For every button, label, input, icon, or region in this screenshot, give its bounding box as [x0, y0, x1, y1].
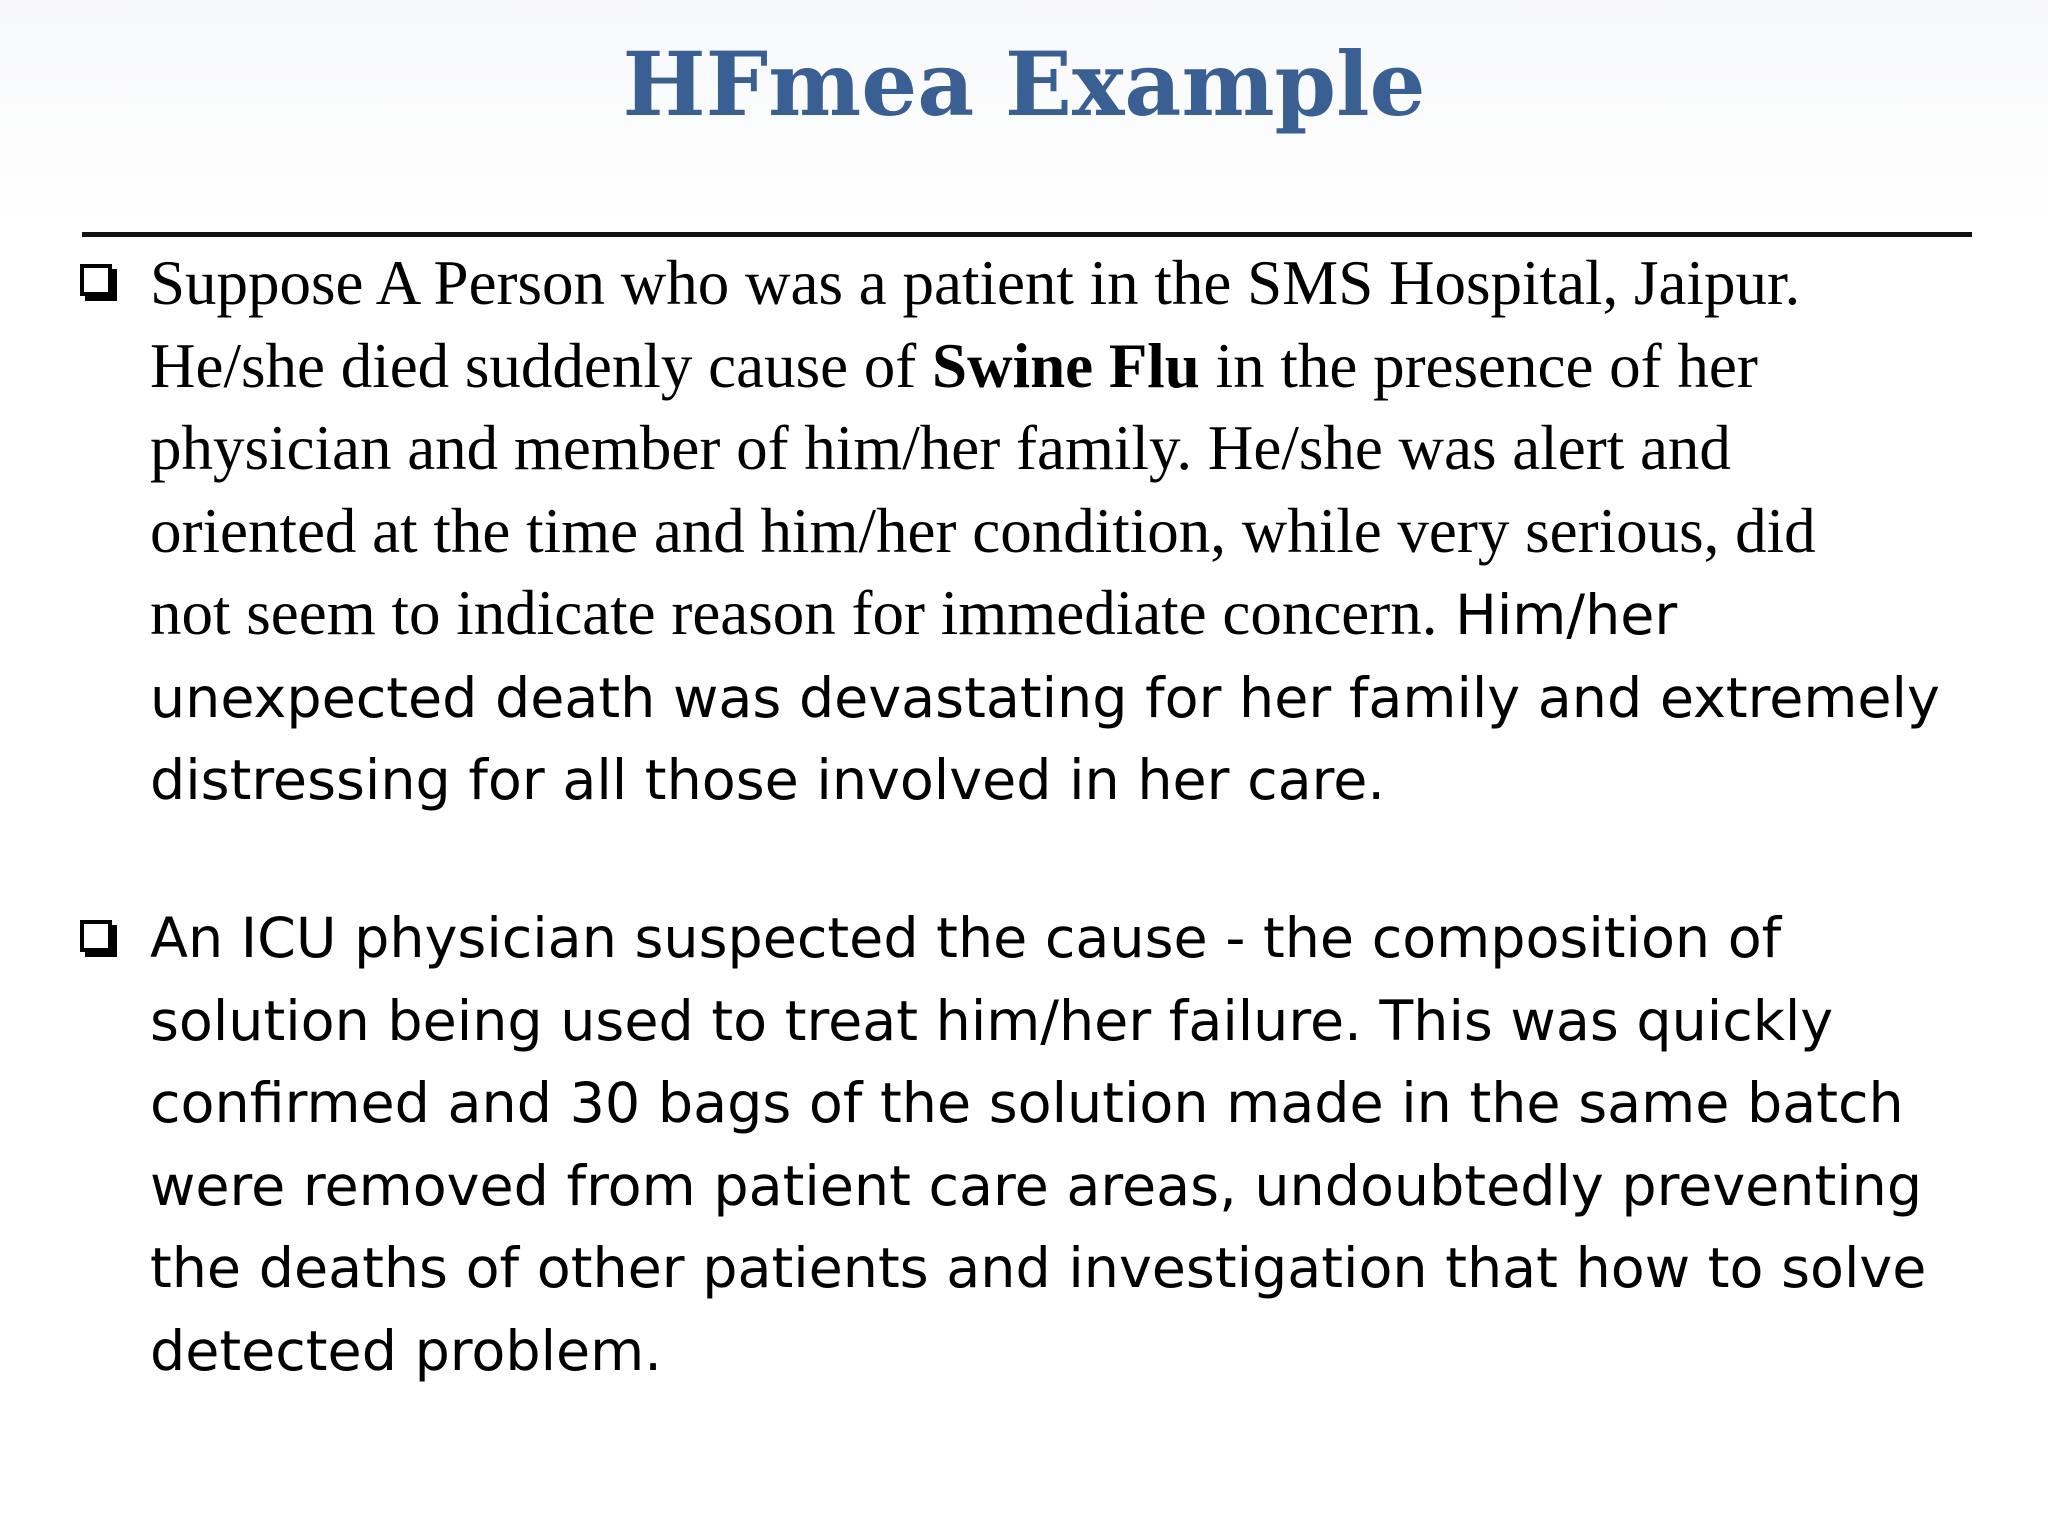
bullet-line [150, 325, 1996, 408]
bullet-line-segment: not seem to indicate reason for immediate concern. [150, 578, 1438, 648]
bullet-item-2 [76, 898, 1996, 1393]
bullet-line: An ICU physician suspected the cause - the composition of [150, 906, 1782, 971]
swine-flu-emphasis: Swine Flu [932, 330, 1200, 401]
bullet-line: the deaths of other patients and investigation that how to solve [150, 1236, 1927, 1301]
bullet-line: confirmed and 30 bags of the solution made in the same batch [150, 1071, 1904, 1136]
bullet-line: unexpected death was devastating for her family and extremely [150, 665, 1940, 731]
bullet-line: physician and member of him/her family. He/she was alert and [150, 413, 1731, 483]
slide-title: HFmea Example [622, 32, 1426, 136]
bullet-text-2 [150, 898, 1996, 1393]
bullet-line [150, 572, 1996, 658]
bullet-line-segment: in the presence of her [1199, 330, 1758, 401]
bullet-line: solution being used to treat him/her failure. This was quickly [150, 988, 1834, 1054]
title-divider [82, 232, 1972, 237]
bullet-line: Suppose A Person who was a patient in the SMS Hospital, Jaipur. [150, 248, 1801, 318]
bullet-line: oriented at the time and him/her condition, while very serious, did [150, 495, 1816, 566]
checkbox-bullet-icon [80, 264, 112, 296]
bullet-text-1 [150, 242, 1996, 823]
bullet-line-segment: Him/her [1437, 583, 1678, 648]
checkbox-bullet-icon [80, 920, 112, 952]
bullet-line: distressing for all those involved in her care. [150, 748, 1386, 813]
bullet-item-1 [76, 242, 1996, 823]
bullet-line: were removed from patient care areas, undoubtedly preventing [150, 1153, 1923, 1219]
bullet-line: detected problem. [150, 1318, 662, 1384]
bullet-line-segment: He/she died suddenly cause of [150, 330, 933, 401]
